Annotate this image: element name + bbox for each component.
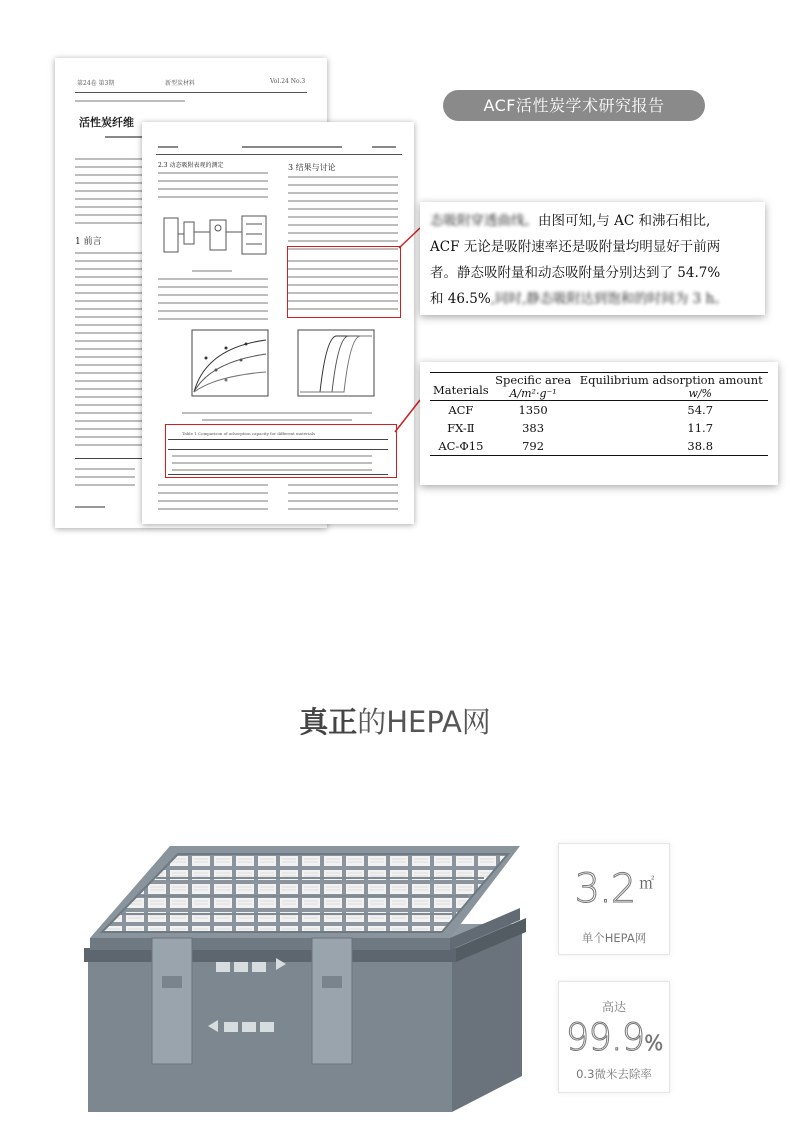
zoomed-text-excerpt <box>420 202 765 315</box>
table-row <box>430 401 768 420</box>
excerpt-line-1: 态吸附穿透曲线。由图可知,与 AC 和沸石相比, <box>430 213 711 229</box>
cell-material: ACF <box>448 403 474 417</box>
efficiency-label: 高达 <box>601 1000 626 1014</box>
breakthrough-curve-plot <box>292 328 378 404</box>
table-row <box>430 419 768 437</box>
table-row <box>430 437 768 456</box>
area-caption: 单个HEPA网 <box>581 931 647 945</box>
paper-section-b: 3 结果与讨论 <box>288 163 336 172</box>
col-header-specific-area: Specific area <box>495 373 572 387</box>
cell-area: 383 <box>522 421 545 435</box>
col-header-materials: Materials <box>433 382 489 397</box>
unit-equilibrium: w/% <box>688 387 713 400</box>
paper-header-right: Vol.24 No.3 <box>270 78 306 85</box>
zoomed-table-excerpt <box>420 362 778 485</box>
apparatus-schematic <box>162 208 272 264</box>
cell-area: 792 <box>522 439 545 453</box>
paper-section-a: 2.3 动态吸附表观的测定 <box>158 162 224 169</box>
heading-rest: 的HEPA网 <box>357 705 491 739</box>
cell-material: FX-Ⅱ <box>447 421 475 435</box>
section-heading <box>0 700 790 741</box>
hepa-filter-image <box>80 826 540 1126</box>
paper-title: 活性炭纤维 <box>79 116 134 129</box>
area-value: 3.2 ㎡ <box>574 866 654 912</box>
excerpt-line-2: ACF 无论是吸附速率还是吸附量均明显好于前两 <box>430 239 721 255</box>
col-header-equilibrium: Equilibrium adsorption amount <box>579 373 763 387</box>
highlight-box-text <box>287 246 401 318</box>
excerpt-line-4: 和 46.5%,同时,静态吸附达到饱和的时间为 3 h。 <box>430 291 728 307</box>
adsorption-isotherm-plot <box>186 328 272 404</box>
efficiency-unit: % <box>644 1031 663 1055</box>
paper-header-left: 第24卷 第3期 <box>77 80 115 87</box>
cell-area: 1350 <box>518 403 548 417</box>
paper-table-caption: Table 1 Comparison of adsorption capacity for different materials <box>182 431 316 436</box>
heading-bold-part: 真正 <box>299 705 358 739</box>
cell-adsorption: 54.7 <box>687 403 714 417</box>
paper-header-center: 新型炭材料 <box>165 80 196 87</box>
cell-adsorption: 38.8 <box>687 439 714 453</box>
efficiency-caption: 0.3微米去除率 <box>576 1067 652 1081</box>
stat-card-area <box>558 843 670 955</box>
unit-specific-area: A/m²·g⁻¹ <box>509 387 557 400</box>
cell-adsorption: 11.7 <box>687 421 714 435</box>
highlight-box-table <box>165 424 397 478</box>
report-title-badge: ACF活性炭学术研究报告 <box>443 90 705 121</box>
area-unit: ㎡ <box>639 874 654 892</box>
stat-card-efficiency <box>558 981 670 1093</box>
excerpt-line-3: 者。静态吸附量和动态吸附量分别达到了 54.7% <box>430 265 721 281</box>
cell-material: AC-Φ15 <box>438 439 484 453</box>
efficiency-value: 99.9% <box>565 1016 663 1059</box>
paper-section-intro: 1 前言 <box>75 237 102 247</box>
adsorption-table <box>430 372 768 456</box>
